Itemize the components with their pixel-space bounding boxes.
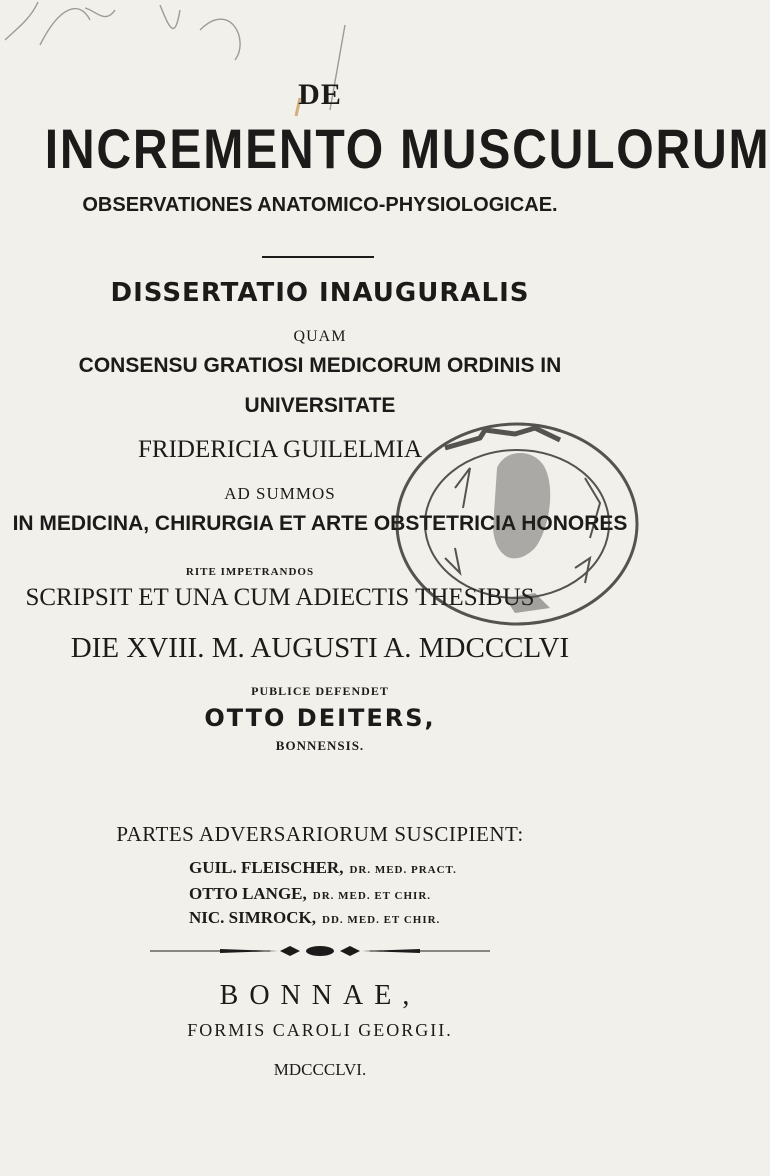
- imprint-printer: FORMIS CAROLI GEORGII.: [187, 1020, 453, 1040]
- honores-text: IN MEDICINA, CHIRURGIA ET ARTE OBSTETRICIA HONORES: [12, 512, 628, 535]
- ornament-divider-icon: [150, 944, 490, 958]
- opponent-name: GUIL. FLEISCHER,: [189, 858, 344, 877]
- subtitle: OBSERVATIONES ANATOMICO-PHYSIOLOGICAE.: [82, 194, 558, 216]
- scripsit-text: SCRIPSIT ET UNA CUM ADIECTIS THESIBUS: [25, 584, 535, 611]
- author-name: OTTO DEITERS,: [204, 704, 436, 732]
- universitate-text: UNIVERSITATE: [244, 394, 396, 417]
- opponent-title: DR. MED. PRACT.: [349, 864, 457, 876]
- opponents-heading: PARTES ADVERSARIORUM SUSCIPIENT:: [116, 822, 524, 846]
- university-name: FRIDERICIA GUILELMIA: [137, 436, 422, 463]
- author-origin: BONNENSIS.: [275, 738, 365, 753]
- opponent-2: [189, 884, 431, 904]
- opponent-1: [189, 858, 457, 878]
- main-title: INCREMENTO MUSCULORUM: [44, 117, 770, 180]
- divider-rule: [262, 256, 374, 258]
- publice-text: PUBLICE DEFENDET: [251, 684, 389, 698]
- dissertation-heading: DISSERTATIO INAUGURALIS: [110, 278, 530, 308]
- imprint-city: BONNAE,: [219, 980, 421, 1011]
- library-stamp-icon: [385, 408, 647, 640]
- consensu-text: CONSENSU GRATIOSI MEDICORUM ORDINIS IN: [78, 354, 562, 377]
- title-prefix: DE: [298, 78, 342, 111]
- defense-date: DIE XVIII. M. AUGUSTI A. MDCCCLVI: [70, 632, 570, 664]
- opponent-3: [189, 908, 440, 928]
- opponent-title: DR. MED. ET CHIR.: [312, 890, 432, 902]
- ad-summos-text: AD SUMMOS: [224, 484, 336, 503]
- quam-text: QUAM: [293, 328, 347, 345]
- opponent-title: DD. MED. ET CHIR.: [322, 914, 441, 926]
- opponent-name: NIC. SIMROCK,: [189, 908, 317, 927]
- imprint-year: MDCCCLVI.: [273, 1060, 367, 1079]
- rite-text: RITE IMPETRANDOS: [185, 566, 315, 578]
- opponent-name: OTTO LANGE,: [189, 884, 307, 903]
